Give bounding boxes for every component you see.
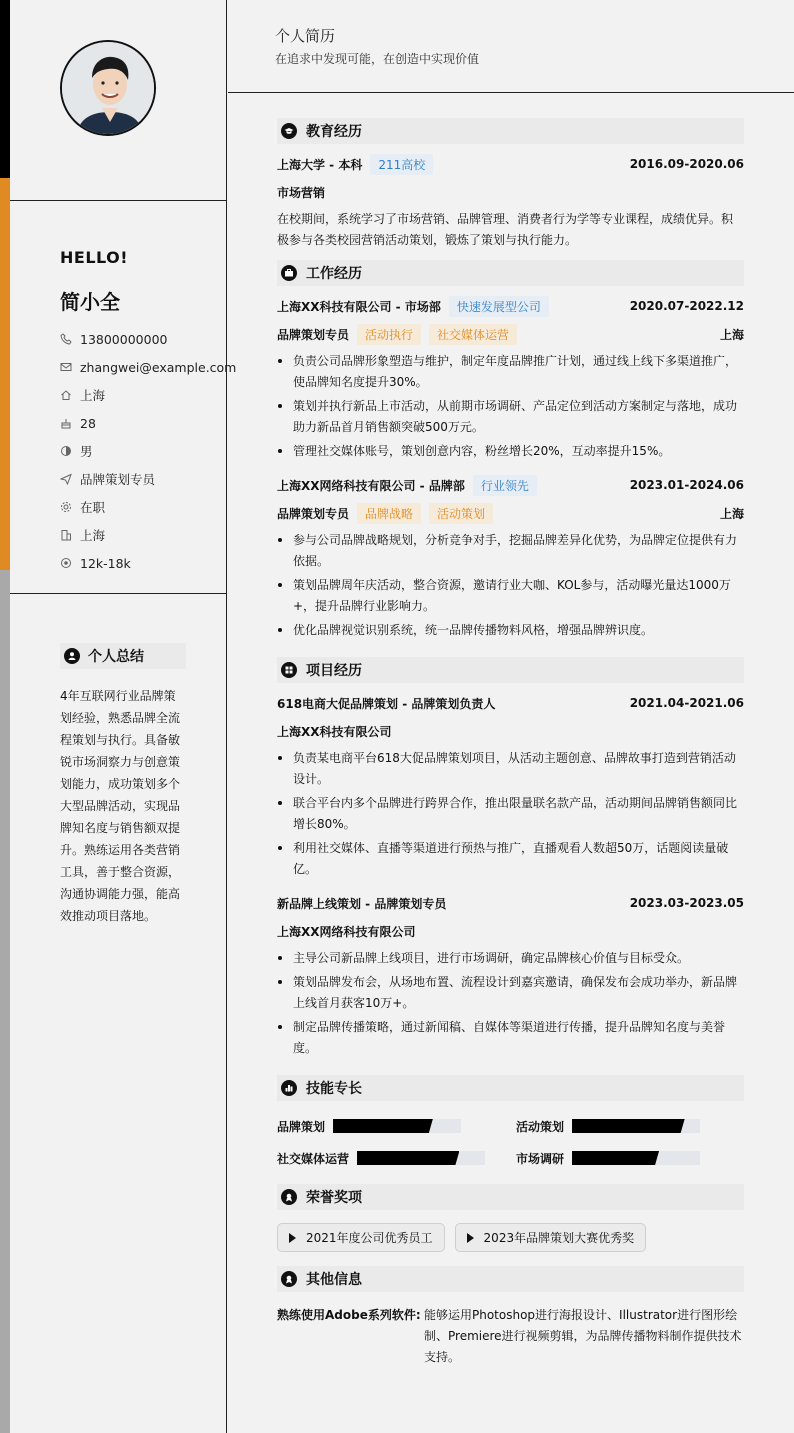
job-period: 2023.01-2024.06: [629, 478, 744, 492]
avatar: [60, 40, 156, 136]
skills-grid: [277, 1114, 744, 1170]
info-text: 男: [80, 444, 93, 459]
project-item: [277, 689, 744, 880]
sidebar: [10, 0, 237, 1433]
project-company-row: [277, 917, 744, 945]
list-item: 联合平台内多个品牌进行跨界合作，推出限量联名款产品，活动期间品牌销售额同比增长80%。: [277, 793, 744, 835]
major: 市场营销: [277, 185, 326, 200]
summary-header: [60, 643, 186, 669]
info-text: 12k-18k: [80, 555, 131, 571]
job-item: [277, 292, 744, 462]
job-city: 上海: [719, 506, 744, 521]
info-status: [60, 493, 236, 521]
skill-bar-fill: [357, 1151, 459, 1165]
skill-item: [516, 1146, 744, 1170]
info-text: 上海: [80, 528, 106, 543]
job-company: 上海XX网络科技有限公司 - 品牌部: [277, 478, 465, 493]
info-text: 28: [80, 415, 96, 431]
award-label: 2021年度公司优秀员工: [306, 1231, 433, 1245]
project-name: 新品牌上线策划 - 品牌策划专员: [277, 896, 447, 911]
award-icon: [281, 1189, 297, 1205]
list-item: 制定品牌传播策略，通过新闻稿、自媒体等渠道进行传播，提升品牌知名度与美誉度。: [277, 1017, 744, 1059]
skill-bar-fill: [572, 1119, 685, 1133]
phone-icon: [60, 333, 72, 345]
page-subtitle: 在追求中发现可能，在创造中实现价值: [275, 52, 480, 66]
job-role-row: [277, 499, 744, 527]
info-age: [60, 409, 236, 437]
projects-title: 项目经历: [306, 663, 362, 679]
project-bullets: [277, 948, 744, 1059]
project-item: [277, 889, 744, 1059]
bar-chart-icon: [281, 1080, 297, 1096]
list-item: 管理社交媒体账号，策划创意内容，粉丝增长20%，互动率提升15%。: [277, 441, 744, 462]
page-header: [228, 0, 794, 93]
avatar-photo-icon: [62, 42, 156, 136]
gender-icon: [60, 445, 72, 457]
job-bullets: [277, 351, 744, 462]
project-company-row: [277, 717, 744, 745]
skill-bar: [572, 1151, 700, 1165]
skill-bar-fill: [572, 1151, 659, 1165]
skills-title: 技能专长: [306, 1081, 362, 1097]
other-key: 熟练使用Adobe系列软件:: [277, 1308, 421, 1322]
skill-item: [277, 1114, 516, 1138]
accent-gray: [0, 570, 10, 1433]
education-period: 2016.09-2020.06: [629, 157, 744, 171]
accent-black: [0, 0, 10, 178]
project-company: 上海XX网络科技有限公司: [277, 924, 416, 939]
skill-bar: [333, 1119, 461, 1133]
work-header: [277, 260, 744, 286]
role-tag: 品牌战略: [357, 503, 421, 524]
cake-icon: [60, 417, 72, 429]
role-tag: 活动策划: [429, 503, 493, 524]
info-text: 品牌策划专员: [80, 472, 156, 487]
info-location: [60, 381, 236, 409]
job-role: 品牌策划专员: [277, 327, 350, 342]
skill-name: 市场调研: [516, 1151, 565, 1166]
graduation-cap-icon: [281, 123, 297, 139]
grid-icon: [281, 662, 297, 678]
other-header: [277, 1266, 744, 1292]
skill-item: [277, 1146, 516, 1170]
list-item: 参与公司品牌战略规划，分析竞争对手，挖掘品牌差异化优势，为品牌定位提供有力依据。: [277, 530, 744, 572]
awards-header: [277, 1184, 744, 1210]
page-title: 个人简历: [275, 27, 336, 45]
salary-icon: [60, 557, 72, 569]
building-icon: [60, 529, 72, 541]
skill-name: 活动策划: [516, 1119, 565, 1134]
role-tag: 社交媒体运营: [429, 324, 517, 345]
skill-name: 社交媒体运营: [277, 1151, 350, 1166]
play-icon: [467, 1233, 474, 1243]
project-period: 2021.04-2021.06: [629, 696, 744, 710]
project-period: 2023.03-2023.05: [629, 896, 744, 910]
mail-icon: [60, 361, 72, 373]
list-item: 策划品牌周年庆活动，整合资源，邀请行业大咖、KOL参与，活动曝光量达1000万+，提升品牌行业影响力。: [277, 575, 744, 617]
education-title: 教育经历: [306, 124, 362, 140]
awards-title: 荣誉奖项: [306, 1190, 362, 1206]
role-tag: 活动执行: [357, 324, 421, 345]
awards-list: [277, 1223, 744, 1252]
home-icon: [60, 389, 72, 401]
accent-orange: [0, 178, 10, 570]
school-name: 上海大学 - 本科: [277, 157, 363, 172]
skill-item: [516, 1114, 744, 1138]
job-company: 上海XX科技有限公司 - 市场部: [277, 299, 441, 314]
school-tag: 211高校: [370, 154, 433, 175]
info-phone: [60, 325, 236, 353]
job-period: 2020.07-2022.12: [629, 299, 744, 313]
work-title: 工作经历: [306, 266, 362, 282]
education-row: [277, 150, 744, 178]
other-title: 其他信息: [306, 1272, 362, 1288]
summary-text: 4年互联网行业品牌策划经验，熟悉品牌全流程策划与执行。具备敏锐市场洞察力与创意策划能力，成功策划多个大型品牌活动，实现品牌知名度与销售额双提升。熟练运用各类营销工具，善于整合资源，沟通协调能力强，能高效推动项目落地。: [60, 689, 181, 923]
info-text: 13800000000: [80, 331, 168, 347]
main-content: [277, 118, 744, 1368]
skill-bar: [572, 1119, 700, 1133]
list-item: 利用社交媒体、直播等渠道进行预热与推广，直播观看人数超50万，话题阅读量破亿。: [277, 838, 744, 880]
briefcase-icon: [281, 265, 297, 281]
project-name: 618电商大促品牌策划 - 品牌策划负责人: [277, 696, 496, 711]
info-salary: [60, 549, 236, 577]
job-header-row: [277, 292, 744, 320]
send-icon: [60, 473, 72, 485]
person-name: 简小全: [60, 290, 120, 314]
info-email: [60, 353, 236, 381]
projects-header: [277, 657, 744, 683]
job-item: [277, 471, 744, 641]
education-desc: 在校期间，系统学习了市场营销、品牌管理、消费者行为学等专业课程，成绩优异。积极参与各类校园营销活动策划，锻炼了策划与执行能力。: [277, 212, 734, 247]
info-icon: [281, 1271, 297, 1287]
divider: [10, 200, 227, 201]
education-header: [277, 118, 744, 144]
list-item: 策划并执行新品上市活动，从前期市场调研、产品定位到活动方案制定与落地，成功助力新品首月销售额突破500万元。: [277, 396, 744, 438]
skill-bar: [357, 1151, 485, 1165]
contact-info-list: [60, 325, 236, 577]
project-bullets: [277, 748, 744, 880]
project-header-row: [277, 889, 744, 917]
project-header-row: [277, 689, 744, 717]
info-text: 上海: [80, 388, 106, 403]
award-chip[interactable]: [277, 1223, 445, 1252]
other-row: [277, 1305, 744, 1368]
list-item: 负责公司品牌形象塑造与维护，制定年度品牌推广计划，通过线上线下多渠道推广，使品牌知名度提升30%。: [277, 351, 744, 393]
left-accent-bar: [0, 0, 10, 1433]
company-tag: 行业领先: [473, 475, 537, 496]
award-chip[interactable]: [455, 1223, 647, 1252]
list-item: 主导公司新品牌上线项目，进行市场调研，确定品牌核心价值与目标受众。: [277, 948, 744, 969]
info-position: [60, 465, 236, 493]
skill-bar-fill: [333, 1119, 433, 1133]
play-icon: [289, 1233, 296, 1243]
job-role-row: [277, 320, 744, 348]
job-city: 上海: [719, 327, 744, 342]
skills-header: [277, 1075, 744, 1101]
skill-name: 品牌策划: [277, 1119, 326, 1134]
info-text: zhangwei@example.com: [80, 359, 237, 375]
list-item: 负责某电商平台618大促品牌策划项目，从活动主题创意、品牌故事打造到营销活动设计。: [277, 748, 744, 790]
divider: [10, 593, 227, 594]
job-header-row: [277, 471, 744, 499]
list-item: 优化品牌视觉识别系统，统一品牌传播物料风格，增强品牌辨识度。: [277, 620, 744, 641]
info-text: 在职: [80, 500, 106, 515]
summary-title: 个人总结: [88, 649, 144, 665]
award-label: 2023年品牌策划大赛优秀奖: [483, 1231, 635, 1245]
info-gender: [60, 437, 236, 465]
company-tag: 快速发展型公司: [449, 296, 549, 317]
job-role: 品牌策划专员: [277, 506, 350, 521]
other-value: 能够运用Photoshop进行海报设计、Illustrator进行图形绘制、Premiere进行视频剪辑，为品牌传播物料制作提供技术支持。: [424, 1308, 742, 1364]
job-bullets: [277, 530, 744, 641]
status-icon: [60, 501, 72, 513]
project-company: 上海XX科技有限公司: [277, 724, 392, 739]
info-city: [60, 521, 236, 549]
list-item: 策划品牌发布会，从场地布置、流程设计到嘉宾邀请，确保发布会成功举办，新品牌上线首月获客10万+。: [277, 972, 744, 1014]
user-icon: [64, 648, 80, 664]
hello-label: HELLO!: [60, 248, 129, 267]
major-row: [277, 178, 744, 206]
